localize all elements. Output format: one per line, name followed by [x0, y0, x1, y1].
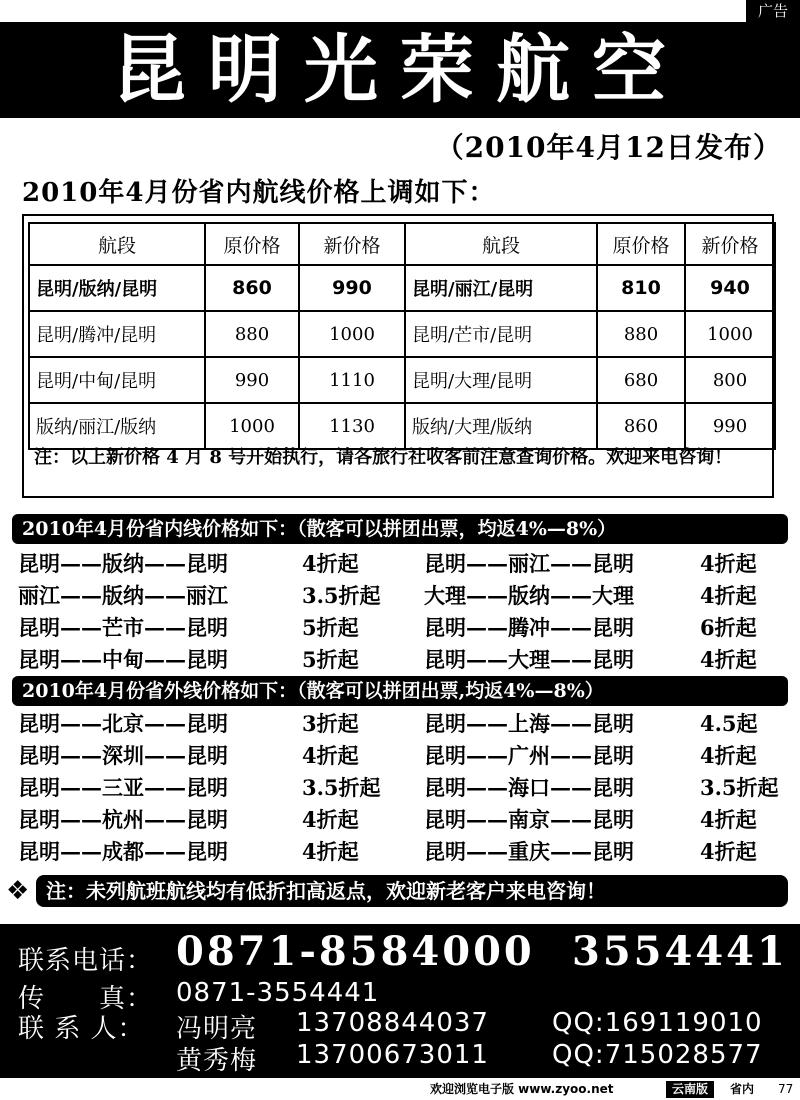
contact-qq: QQ:169119010	[552, 1008, 763, 1038]
contact-phone: 13708844037	[296, 1008, 489, 1038]
route-cell: 昆明/中甸/昆明	[29, 357, 205, 403]
outside-band: 2010年4月份省外线价格如下：（散客可以拼团出票,均返4%—8%）	[12, 676, 788, 706]
fare-route: 昆明——腾冲——昆明	[424, 615, 634, 640]
fare-route: 昆明——杭州——昆明	[18, 807, 228, 832]
intro-heading: 2010年4月份省内航线价格上调如下：	[22, 178, 496, 208]
fare-route: 昆明——上海——昆明	[424, 711, 634, 736]
fare-discount: 4折起	[700, 583, 757, 608]
fare-route: 昆明——版纳——昆明	[18, 551, 228, 576]
fare-discount: 4折起	[302, 807, 359, 832]
fare-discount: 4.5起	[700, 711, 758, 736]
fare-route: 昆明——南京——昆明	[424, 807, 634, 832]
old-price-cell: 880	[205, 311, 299, 357]
fare-route: 昆明——重庆——昆明	[424, 839, 634, 864]
route-cell: 版纳/大理/版纳	[405, 403, 597, 449]
fare-route: 大理——版纳——大理	[424, 583, 634, 608]
route-cell: 版纳/丽江/版纳	[29, 403, 205, 449]
new-price-cell: 1000	[299, 311, 405, 357]
phone-number-secondary: 3554441	[572, 928, 788, 975]
fare-discount: 3折起	[302, 711, 359, 736]
fare-discount: 4折起	[700, 743, 757, 768]
new-price-cell: 1130	[299, 403, 405, 449]
fare-discount: 4折起	[700, 551, 757, 576]
old-price-cell: 990	[205, 357, 299, 403]
top-strip	[0, 0, 800, 22]
diamond-icon: ❖	[6, 876, 30, 906]
fare-route: 昆明——芒市——昆明	[18, 615, 228, 640]
new-price-cell: 1000	[685, 311, 775, 357]
publish-date: （2010年4月12日发布）	[435, 131, 782, 164]
phone-label: 联系电话：	[18, 946, 154, 976]
table-row	[29, 311, 775, 357]
footer-section: 省内	[730, 1082, 755, 1096]
fare-discount: 4折起	[302, 551, 359, 576]
brand-title: 昆明光荣航空	[112, 27, 688, 113]
header-route: 航段	[29, 223, 205, 265]
footer-site-text: 欢迎浏览电子版 www.zyoo.net	[430, 1082, 614, 1096]
header-old-price: 原价格	[597, 223, 685, 265]
fare-discount: 3.5折起	[302, 775, 381, 800]
route-cell: 昆明/大理/昆明	[405, 357, 597, 403]
fare-discount: 4折起	[302, 743, 359, 768]
fax-label: 传 真：	[18, 984, 154, 1014]
price-note: 注：以上新价格 4 月 8 号开始执行，请各旅行社收客前注意查询价格。欢迎来电咨询！	[34, 447, 733, 468]
contact-name: 冯明亮	[176, 1014, 258, 1044]
fax-number: 0871-3554441	[176, 978, 380, 1008]
phone-number-main: 0871-8584000	[176, 928, 535, 975]
old-price-cell: 860	[597, 403, 685, 449]
route-cell: 昆明/腾冲/昆明	[29, 311, 205, 357]
old-price-cell: 810	[597, 265, 685, 311]
fare-route: 丽江——版纳——丽江	[18, 583, 228, 608]
fare-route: 昆明——中甸——昆明	[18, 647, 228, 672]
footer-edition-tag: 云南版	[666, 1081, 714, 1098]
fare-route: 昆明——深圳——昆明	[18, 743, 228, 768]
contact-qq: QQ:715028577	[552, 1040, 763, 1070]
fare-discount: 5折起	[302, 647, 359, 672]
table-row	[29, 357, 775, 403]
old-price-cell: 880	[597, 311, 685, 357]
fare-route: 昆明——大理——昆明	[424, 647, 634, 672]
table-row	[29, 265, 775, 311]
header-new-price: 新价格	[685, 223, 775, 265]
fare-route: 昆明——海口——昆明	[424, 775, 634, 800]
domestic-band: 2010年4月份省内线价格如下：（散客可以拼团出票，均返4%—8%）	[12, 514, 788, 544]
route-cell: 昆明/丽江/昆明	[405, 265, 597, 311]
price-header-row	[29, 223, 775, 265]
fare-discount: 4折起	[700, 647, 757, 672]
ad-tag: 广告	[746, 0, 800, 22]
bottom-note: 注：未列航班航线均有低折扣高返点，欢迎新老客户来电咨询！	[36, 875, 788, 907]
fare-discount: 4折起	[700, 839, 757, 864]
route-cell: 昆明/版纳/昆明	[29, 265, 205, 311]
fare-discount: 6折起	[700, 615, 757, 640]
fare-discount: 5折起	[302, 615, 359, 640]
new-price-cell: 940	[685, 265, 775, 311]
fare-route: 昆明——广州——昆明	[424, 743, 634, 768]
fare-route: 昆明——北京——昆明	[18, 711, 228, 736]
fare-route: 昆明——三亚——昆明	[18, 775, 228, 800]
fare-route: 昆明——丽江——昆明	[424, 551, 634, 576]
new-price-cell: 990	[299, 265, 405, 311]
old-price-cell: 860	[205, 265, 299, 311]
page-number: 77	[778, 1082, 794, 1096]
old-price-cell: 680	[597, 357, 685, 403]
new-price-cell: 990	[685, 403, 775, 449]
price-table	[28, 222, 776, 450]
fare-route: 昆明——成都——昆明	[18, 839, 228, 864]
fare-discount: 3.5折起	[302, 583, 381, 608]
route-cell: 昆明/芒市/昆明	[405, 311, 597, 357]
contact-name: 黄秀梅	[176, 1046, 258, 1076]
new-price-cell: 800	[685, 357, 775, 403]
contact-person-label: 联 系 人：	[18, 1014, 145, 1044]
table-row	[29, 403, 775, 449]
fare-discount: 4折起	[302, 839, 359, 864]
header-route: 航段	[405, 223, 597, 265]
header-old-price: 原价格	[205, 223, 299, 265]
new-price-cell: 1110	[299, 357, 405, 403]
old-price-cell: 1000	[205, 403, 299, 449]
fare-discount: 4折起	[700, 807, 757, 832]
fare-discount: 3.5折起	[700, 775, 779, 800]
contact-phone: 13700673011	[296, 1040, 489, 1070]
header-new-price: 新价格	[299, 223, 405, 265]
